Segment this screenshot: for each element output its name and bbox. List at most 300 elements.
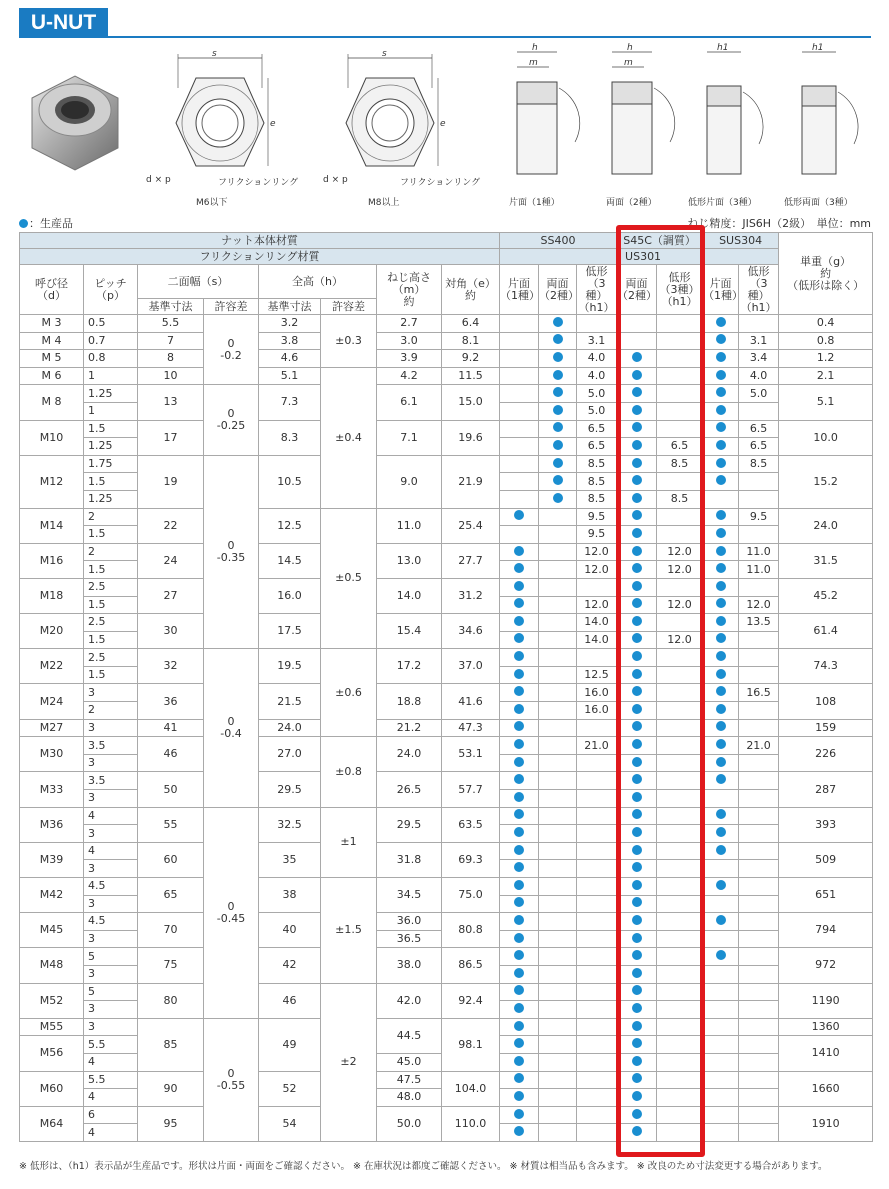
cell-height: 12.5 xyxy=(259,508,321,543)
cell-ss-double xyxy=(539,543,577,561)
cell-pitch: 0.5 xyxy=(84,315,138,333)
cell-weight: 61.4 xyxy=(779,614,873,649)
cell-sus-low xyxy=(739,578,779,596)
cell-height: 10.5 xyxy=(259,455,321,508)
cell-corner: 92.4 xyxy=(442,983,500,1018)
cell-sus-single xyxy=(703,666,739,684)
cell-thread-height: 3.0 xyxy=(377,332,442,350)
cell-across-flats: 5.5 xyxy=(138,315,204,333)
production-dot-icon xyxy=(514,757,524,767)
cell-ss-low: 5.0 xyxy=(577,402,617,420)
production-dot-icon xyxy=(632,1003,642,1013)
production-dot-icon xyxy=(514,1003,524,1013)
header-s-tol: 許容差 xyxy=(204,299,259,315)
cell-across-flats: 17 xyxy=(138,420,204,455)
cell-s45-double xyxy=(617,614,657,632)
cell-s45-low xyxy=(657,1106,703,1124)
cell-height: 38 xyxy=(259,878,321,913)
table-row xyxy=(20,508,873,526)
cell-ss-single xyxy=(500,332,539,350)
caption-low-double: 低形両面（3種） xyxy=(784,198,853,208)
production-dot-icon xyxy=(632,950,642,960)
production-dot-icon xyxy=(716,458,726,468)
cell-ss-low: 4.0 xyxy=(577,367,617,385)
cell-diameter: M22 xyxy=(20,649,84,684)
cell-ss-single xyxy=(500,772,539,790)
header-ss400: SS400 xyxy=(500,233,617,249)
cell-s45-low xyxy=(657,842,703,860)
cell-corner: 6.4 xyxy=(442,315,500,333)
cell-pitch: 0.8 xyxy=(84,350,138,368)
cell-thread-height: 36.5 xyxy=(377,930,442,948)
cell-sus-low xyxy=(739,772,779,790)
cell-ss-double xyxy=(539,1089,577,1107)
cell-s45-low xyxy=(657,1071,703,1089)
m-label-1: m xyxy=(529,58,538,68)
production-dot-icon xyxy=(553,493,563,503)
cell-ss-double xyxy=(539,913,577,931)
cell-s45-double xyxy=(617,1036,657,1054)
cell-pitch: 4 xyxy=(84,842,138,860)
cell-sus-single xyxy=(703,490,739,508)
production-dot-icon xyxy=(514,616,524,626)
cell-sus-single xyxy=(703,1053,739,1071)
cell-ss-low xyxy=(577,790,617,808)
production-dot-icon xyxy=(716,334,726,344)
cell-pitch: 1.25 xyxy=(84,385,138,403)
cell-thread-height: 6.1 xyxy=(377,385,442,420)
cell-pitch: 3 xyxy=(84,719,138,737)
production-dot-icon xyxy=(514,792,524,802)
cell-ss-single xyxy=(500,1106,539,1124)
cell-thread-height: 4.2 xyxy=(377,367,442,385)
cell-diameter: M 6 xyxy=(20,367,84,385)
cell-s45-double xyxy=(617,526,657,544)
dp-label-m8: d × p xyxy=(323,175,348,185)
cell-s45-double xyxy=(617,578,657,596)
production-dot-icon xyxy=(632,827,642,837)
cell-sus-single xyxy=(703,367,739,385)
cell-diameter: M16 xyxy=(20,543,84,578)
cell-thread-height: 13.0 xyxy=(377,543,442,578)
table-row xyxy=(20,913,873,931)
cell-pitch: 1.5 xyxy=(84,473,138,491)
cell-s45-low xyxy=(657,666,703,684)
production-dot-icon xyxy=(632,510,642,520)
production-dot-icon xyxy=(716,686,726,696)
header-sus304: SUS304 xyxy=(703,233,779,249)
cell-sus-single xyxy=(703,649,739,667)
cell-ss-double xyxy=(539,860,577,878)
header-ss-low: 低形 （3種） （h1） xyxy=(577,265,617,315)
cell-ss-low xyxy=(577,1071,617,1089)
cell-ss-double xyxy=(539,1071,577,1089)
production-dot-icon xyxy=(632,686,642,696)
header-sus-single: 片面 （1種） xyxy=(703,265,739,315)
m8-caption: M8以上 xyxy=(368,198,400,208)
cell-sus-single xyxy=(703,684,739,702)
cell-ss-single xyxy=(500,948,539,966)
cell-s45-low xyxy=(657,1124,703,1142)
cell-across-flats-tol: 0 -0.55 xyxy=(204,1018,259,1141)
cell-diameter: M56 xyxy=(20,1036,84,1071)
cell-sus-low xyxy=(739,719,779,737)
cell-ss-low: 12.5 xyxy=(577,666,617,684)
cell-ss-double xyxy=(539,420,577,438)
cell-across-flats: 41 xyxy=(138,719,204,737)
table-row xyxy=(20,385,873,403)
cell-height-tol: ±0.5 xyxy=(321,508,377,649)
ring-label-m6: フリクションリング xyxy=(218,178,299,188)
cell-ss-single xyxy=(500,825,539,843)
cell-sus-low xyxy=(739,842,779,860)
cell-across-flats: 85 xyxy=(138,1018,204,1071)
cell-sus-single xyxy=(703,1001,739,1019)
cell-s45-low xyxy=(657,420,703,438)
cell-s45-low xyxy=(657,1053,703,1071)
cell-s45-double xyxy=(617,455,657,473)
cell-ss-single xyxy=(500,543,539,561)
cell-weight: 1360 xyxy=(779,1018,873,1036)
cell-s45-double xyxy=(617,350,657,368)
cell-ss-double xyxy=(539,1018,577,1036)
production-dot-icon xyxy=(716,721,726,731)
cell-ss-double xyxy=(539,614,577,632)
cell-ss-double xyxy=(539,402,577,420)
cell-s45-double xyxy=(617,402,657,420)
cell-thread-height: 36.0 xyxy=(377,913,442,931)
cell-s45-double xyxy=(617,719,657,737)
production-dot-icon xyxy=(632,721,642,731)
title-underline xyxy=(19,36,871,38)
cell-diameter: M60 xyxy=(20,1071,84,1106)
cell-weight: 393 xyxy=(779,807,873,842)
production-dot-icon xyxy=(716,440,726,450)
cell-ss-double xyxy=(539,631,577,649)
cell-s45-double xyxy=(617,684,657,702)
header-s45-double: 両面 （2種） xyxy=(617,265,657,315)
cell-sus-single xyxy=(703,614,739,632)
cell-height: 14.5 xyxy=(259,543,321,578)
ring-label-m8: フリクションリング xyxy=(400,178,481,188)
cell-s45-low xyxy=(657,860,703,878)
cell-sus-single xyxy=(703,385,739,403)
cell-sus-single xyxy=(703,508,739,526)
production-dot-icon xyxy=(514,1073,524,1083)
cell-sus-low xyxy=(739,913,779,931)
s-label: s xyxy=(212,49,217,59)
production-dot-icon xyxy=(632,792,642,802)
cell-s45-low xyxy=(657,402,703,420)
cell-sus-low xyxy=(739,1089,779,1107)
production-dot-icon xyxy=(514,862,524,872)
header-body-material: ナット本体材質 xyxy=(20,233,500,249)
cell-s45-low xyxy=(657,772,703,790)
cell-sus-single xyxy=(703,1124,739,1142)
cell-sus-low xyxy=(739,666,779,684)
cell-ss-double xyxy=(539,895,577,913)
cell-height-tol: ±0.3 xyxy=(321,315,377,368)
cell-weight: 31.5 xyxy=(779,543,873,578)
header-diameter: 呼び径 （d） xyxy=(20,265,84,315)
table-row xyxy=(20,684,873,702)
cell-corner: 9.2 xyxy=(442,350,500,368)
production-dot-icon xyxy=(514,1109,524,1119)
cell-sus-single xyxy=(703,526,739,544)
cell-ss-single xyxy=(500,983,539,1001)
cell-ss-single xyxy=(500,684,539,702)
table-row xyxy=(20,367,873,385)
cell-pitch: 1.25 xyxy=(84,438,138,456)
cell-corner: 21.9 xyxy=(442,455,500,508)
cell-pitch: 2 xyxy=(84,508,138,526)
cell-height-tol: ±1.5 xyxy=(321,878,377,984)
cell-pitch: 3 xyxy=(84,790,138,808)
production-dot-icon xyxy=(632,405,642,415)
cell-sus-single xyxy=(703,315,739,333)
table-row xyxy=(20,578,873,596)
header-us301: US301 xyxy=(500,249,779,265)
cell-across-flats: 80 xyxy=(138,983,204,1018)
cell-s45-double xyxy=(617,702,657,720)
cell-pitch: 1.5 xyxy=(84,666,138,684)
cell-s45-double xyxy=(617,860,657,878)
production-dot-icon xyxy=(632,598,642,608)
cell-sus-single xyxy=(703,790,739,808)
cell-across-flats: 24 xyxy=(138,543,204,578)
cell-sus-low xyxy=(739,965,779,983)
cell-sus-single xyxy=(703,878,739,896)
cell-ss-single xyxy=(500,719,539,737)
cell-across-flats: 55 xyxy=(138,807,204,842)
production-dot-icon xyxy=(632,633,642,643)
cell-ss-single xyxy=(500,930,539,948)
h1-label-4: h1 xyxy=(812,43,824,53)
cell-s45-double xyxy=(617,895,657,913)
production-dot-icon xyxy=(553,370,563,380)
cell-ss-single xyxy=(500,1071,539,1089)
cell-ss-single xyxy=(500,807,539,825)
production-dot-icon xyxy=(716,845,726,855)
cell-ss-double xyxy=(539,754,577,772)
cell-height: 3.8 xyxy=(259,332,321,350)
cell-weight: 651 xyxy=(779,878,873,913)
cell-thread-height: 14.0 xyxy=(377,578,442,613)
cell-diameter: M14 xyxy=(20,508,84,543)
cell-s45-double xyxy=(617,737,657,755)
cell-sus-low: 21.0 xyxy=(739,737,779,755)
cell-corner: 41.6 xyxy=(442,684,500,719)
production-dot-icon xyxy=(514,510,524,520)
cell-ss-single xyxy=(500,402,539,420)
cell-weight: 226 xyxy=(779,737,873,772)
header-pitch: ピッチ （p） xyxy=(84,265,138,315)
cell-sus-single xyxy=(703,860,739,878)
caption-low-single: 低形片面（3種） xyxy=(688,198,757,208)
cell-thread-height: 34.5 xyxy=(377,878,442,913)
cell-height: 29.5 xyxy=(259,772,321,807)
cell-sus-low xyxy=(739,402,779,420)
header-sus-low: 低形 （3種） （h1） xyxy=(739,265,779,315)
cell-ss-low: 6.5 xyxy=(577,420,617,438)
production-dot-icon xyxy=(632,704,642,714)
cell-s45-double xyxy=(617,367,657,385)
cell-corner: 57.7 xyxy=(442,772,500,807)
production-dot-icon xyxy=(716,352,726,362)
cell-ss-single xyxy=(500,455,539,473)
header-corner: 対角（e） 約 xyxy=(442,265,500,315)
production-dot-icon xyxy=(632,370,642,380)
cell-ss-single xyxy=(500,350,539,368)
cell-sus-single xyxy=(703,825,739,843)
cell-diameter: M24 xyxy=(20,684,84,719)
cell-height: 27.0 xyxy=(259,737,321,772)
cell-ss-double xyxy=(539,737,577,755)
cell-s45-low xyxy=(657,878,703,896)
cell-ss-low xyxy=(577,1001,617,1019)
cell-corner: 53.1 xyxy=(442,737,500,772)
cell-across-flats-tol: 0 -0.2 xyxy=(204,315,259,385)
cell-sus-single xyxy=(703,473,739,491)
cell-sus-low: 12.0 xyxy=(739,596,779,614)
cell-thread-height: 50.0 xyxy=(377,1106,442,1141)
cell-ss-low xyxy=(577,772,617,790)
cell-weight: 1410 xyxy=(779,1036,873,1071)
cell-ss-low xyxy=(577,930,617,948)
m6-drawing xyxy=(160,48,280,178)
table-row xyxy=(20,719,873,737)
production-dot-icon xyxy=(514,968,524,978)
cell-height-tol: ±2 xyxy=(321,983,377,1141)
cell-ss-low: 14.0 xyxy=(577,614,617,632)
cell-pitch: 4 xyxy=(84,1053,138,1071)
cell-ss-double xyxy=(539,350,577,368)
cell-corner: 37.0 xyxy=(442,649,500,684)
production-dot-icon xyxy=(632,1021,642,1031)
cell-ss-single xyxy=(500,526,539,544)
cell-s45-low xyxy=(657,702,703,720)
cell-pitch: 1.5 xyxy=(84,596,138,614)
cell-corner: 69.3 xyxy=(442,842,500,877)
production-dot-icon xyxy=(632,546,642,556)
production-dot-icon xyxy=(514,686,524,696)
production-dot-icon xyxy=(514,985,524,995)
e-label-m8: e xyxy=(440,119,446,129)
cell-across-flats: 19 xyxy=(138,455,204,508)
production-dot-icon xyxy=(632,387,642,397)
cell-ss-double xyxy=(539,490,577,508)
production-dot-icon xyxy=(716,809,726,819)
cell-diameter: M 3 xyxy=(20,315,84,333)
cell-sus-low xyxy=(739,807,779,825)
cell-thread-height: 29.5 xyxy=(377,807,442,842)
cell-across-flats: 60 xyxy=(138,842,204,877)
cell-sus-single xyxy=(703,702,739,720)
cell-height: 8.3 xyxy=(259,420,321,455)
cell-height: 35 xyxy=(259,842,321,877)
cell-s45-double xyxy=(617,1001,657,1019)
cell-sus-low xyxy=(739,1036,779,1054)
cell-height-tol: ±0.4 xyxy=(321,367,377,508)
cell-ss-low xyxy=(577,983,617,1001)
cell-across-flats-tol: 0 -0.35 xyxy=(204,455,259,649)
cell-ss-single xyxy=(500,420,539,438)
cell-ss-low: 8.5 xyxy=(577,490,617,508)
production-dot-icon xyxy=(632,1126,642,1136)
production-dot-icon xyxy=(716,405,726,415)
cell-ss-low xyxy=(577,860,617,878)
cell-thread-height: 15.4 xyxy=(377,614,442,649)
cell-ss-single xyxy=(500,965,539,983)
production-dot-icon xyxy=(632,1056,642,1066)
cell-across-flats-tol: 0 -0.45 xyxy=(204,807,259,1018)
cell-pitch: 3.5 xyxy=(84,772,138,790)
cell-pitch: 2.5 xyxy=(84,578,138,596)
table-row xyxy=(20,420,873,438)
cell-weight: 10.0 xyxy=(779,420,873,455)
production-dot-icon xyxy=(514,1021,524,1031)
cell-thread-height: 48.0 xyxy=(377,1089,442,1107)
cell-diameter: M27 xyxy=(20,719,84,737)
header-weight: 単重（g） 約 （低形は除く） xyxy=(779,233,873,315)
production-dot-icon xyxy=(514,669,524,679)
cell-pitch: 3.5 xyxy=(84,737,138,755)
cell-s45-double xyxy=(617,790,657,808)
cell-ss-single xyxy=(500,1089,539,1107)
production-dot-icon xyxy=(632,422,642,432)
cell-ss-single xyxy=(500,1001,539,1019)
cell-pitch: 1.75 xyxy=(84,455,138,473)
production-dot-icon xyxy=(632,739,642,749)
cell-sus-low xyxy=(739,1018,779,1036)
cell-s45-double xyxy=(617,1089,657,1107)
cell-sus-low: 9.5 xyxy=(739,508,779,526)
production-dot-icon xyxy=(632,1073,642,1083)
cell-s45-low xyxy=(657,473,703,491)
cell-ss-double xyxy=(539,526,577,544)
cell-ss-double xyxy=(539,385,577,403)
cell-thread-height: 3.9 xyxy=(377,350,442,368)
cell-ss-single xyxy=(500,1124,539,1142)
cell-pitch: 0.7 xyxy=(84,332,138,350)
cell-corner: 104.0 xyxy=(442,1071,500,1106)
cell-ss-low: 16.0 xyxy=(577,684,617,702)
cell-corner: 75.0 xyxy=(442,878,500,913)
production-dot-icon xyxy=(632,757,642,767)
production-dot-icon xyxy=(514,809,524,819)
production-dot-icon xyxy=(514,774,524,784)
table-row xyxy=(20,983,873,1001)
cell-ss-low xyxy=(577,1106,617,1124)
cell-height-tol: ±0.6 xyxy=(321,649,377,737)
h-label-1: h xyxy=(532,43,538,53)
production-dot-icon xyxy=(716,370,726,380)
cell-sus-single xyxy=(703,1018,739,1036)
cell-pitch: 3 xyxy=(84,684,138,702)
cell-sus-single xyxy=(703,561,739,579)
cell-across-flats: 70 xyxy=(138,913,204,948)
cell-s45-low xyxy=(657,948,703,966)
cell-sus-low: 3.1 xyxy=(739,332,779,350)
cell-diameter: M45 xyxy=(20,913,84,948)
production-dot-icon xyxy=(716,704,726,714)
cell-sus-low: 5.0 xyxy=(739,385,779,403)
cell-ss-double xyxy=(539,965,577,983)
cell-s45-low xyxy=(657,807,703,825)
cell-s45-low xyxy=(657,684,703,702)
cell-s45-double xyxy=(617,1106,657,1124)
cell-ss-double xyxy=(539,508,577,526)
